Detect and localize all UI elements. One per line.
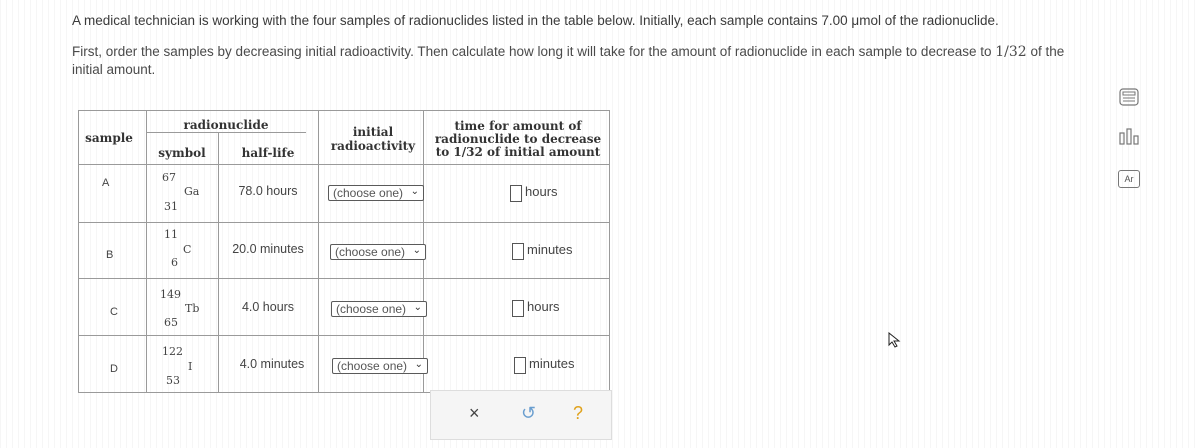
radioactivity-select[interactable] bbox=[331, 301, 427, 317]
intro-text: First, order the samples by decreasing initial radioactivity. Then calculate how long it will take for the amount of radionuclide in each sample to decrease to bbox=[72, 44, 996, 59]
chevron-down-icon: ⌄ bbox=[412, 245, 421, 256]
undo-button[interactable]: ↺ bbox=[521, 403, 537, 423]
header-symbol: symbol bbox=[158, 146, 206, 160]
periodic-table-icon: Ar bbox=[1118, 170, 1140, 188]
sample-label: D bbox=[110, 363, 118, 375]
radioactivity-select[interactable] bbox=[330, 244, 426, 260]
periodic-table-button[interactable] bbox=[1118, 170, 1140, 188]
radioactivity-select[interactable] bbox=[332, 358, 428, 374]
intro-amount: 7.00 μmol bbox=[821, 13, 881, 28]
header-time-to-decay: time for amount of radionuclide to decrease to 1/32 of initial amount bbox=[434, 119, 602, 159]
mouse-cursor-icon bbox=[888, 332, 902, 348]
select-value: (choose one) bbox=[335, 245, 406, 259]
calculator-button[interactable] bbox=[1118, 88, 1140, 109]
table-divider bbox=[146, 132, 306, 133]
header-initial-radioactivity: initial radioactivity bbox=[330, 125, 416, 153]
data-icon bbox=[1118, 126, 1140, 146]
element-symbol: I bbox=[188, 360, 193, 373]
table-divider bbox=[78, 335, 610, 336]
select-value: (choose one) bbox=[337, 359, 408, 373]
table-border bbox=[609, 110, 610, 392]
atomic-number: 53 bbox=[166, 374, 180, 387]
table-divider bbox=[78, 278, 610, 279]
unit-label: hours bbox=[527, 299, 560, 314]
mass-number: 11 bbox=[164, 228, 178, 241]
half-life-value: 78.0 hours bbox=[238, 184, 298, 198]
radionuclide-table bbox=[78, 110, 610, 438]
table-divider bbox=[78, 164, 610, 165]
element-symbol: Tb bbox=[185, 302, 200, 315]
atomic-number: 65 bbox=[164, 316, 178, 329]
header-half-life: half-life bbox=[241, 146, 295, 160]
table-divider bbox=[218, 132, 219, 392]
sample-label: A bbox=[102, 177, 110, 189]
mass-number: 67 bbox=[162, 171, 176, 184]
atomic-number: 6 bbox=[171, 256, 178, 269]
select-value: (choose one) bbox=[333, 186, 404, 200]
intro-fraction: 1/32 bbox=[995, 44, 1027, 60]
time-answer-input[interactable] bbox=[512, 243, 524, 260]
intro-paragraph-2 bbox=[72, 43, 1072, 78]
problem-intro bbox=[72, 12, 1072, 92]
time-answer-input[interactable] bbox=[514, 357, 526, 374]
clear-button[interactable]: × bbox=[469, 403, 480, 423]
chevron-down-icon: ⌄ bbox=[414, 359, 423, 370]
table-divider bbox=[78, 222, 610, 223]
time-answer-input[interactable] bbox=[510, 185, 522, 202]
intro-paragraph-1 bbox=[72, 12, 1072, 29]
atomic-number: 31 bbox=[164, 200, 178, 213]
half-life-value: 4.0 minutes bbox=[239, 357, 305, 371]
select-value: (choose one) bbox=[336, 302, 407, 316]
data-button[interactable] bbox=[1118, 126, 1140, 149]
element-symbol: Ga bbox=[184, 185, 200, 198]
table-divider bbox=[318, 110, 319, 392]
element-symbol: C bbox=[183, 243, 192, 256]
sample-label: B bbox=[106, 249, 114, 261]
calculator-icon bbox=[1119, 88, 1139, 106]
intro-text: A medical technician is working with the four samples of radionuclides listed in the table below. Initially, each sample contains bbox=[72, 13, 822, 28]
half-life-value: 20.0 minutes bbox=[232, 242, 304, 256]
half-life-value: 4.0 hours bbox=[241, 300, 295, 314]
mass-number: 122 bbox=[162, 345, 183, 358]
intro-text: of the initial amount. bbox=[72, 44, 1065, 77]
table-border bbox=[78, 110, 610, 111]
radioactivity-select[interactable] bbox=[328, 185, 424, 201]
answer-actions-bar bbox=[430, 390, 612, 440]
unit-label: minutes bbox=[527, 242, 573, 257]
help-button[interactable]: ? bbox=[573, 403, 584, 423]
header-radionuclide: radionuclide bbox=[183, 118, 269, 132]
chevron-down-icon: ⌄ bbox=[413, 302, 422, 313]
table-border bbox=[78, 110, 79, 392]
mass-number: 149 bbox=[160, 288, 181, 301]
intro-text: of the radionuclide. bbox=[880, 13, 999, 28]
time-answer-input[interactable] bbox=[512, 300, 524, 317]
header-sample: sample bbox=[85, 131, 133, 145]
chevron-down-icon: ⌄ bbox=[410, 186, 419, 197]
sample-label: C bbox=[110, 306, 118, 318]
unit-label: hours bbox=[525, 184, 558, 199]
unit-label: minutes bbox=[529, 356, 575, 371]
